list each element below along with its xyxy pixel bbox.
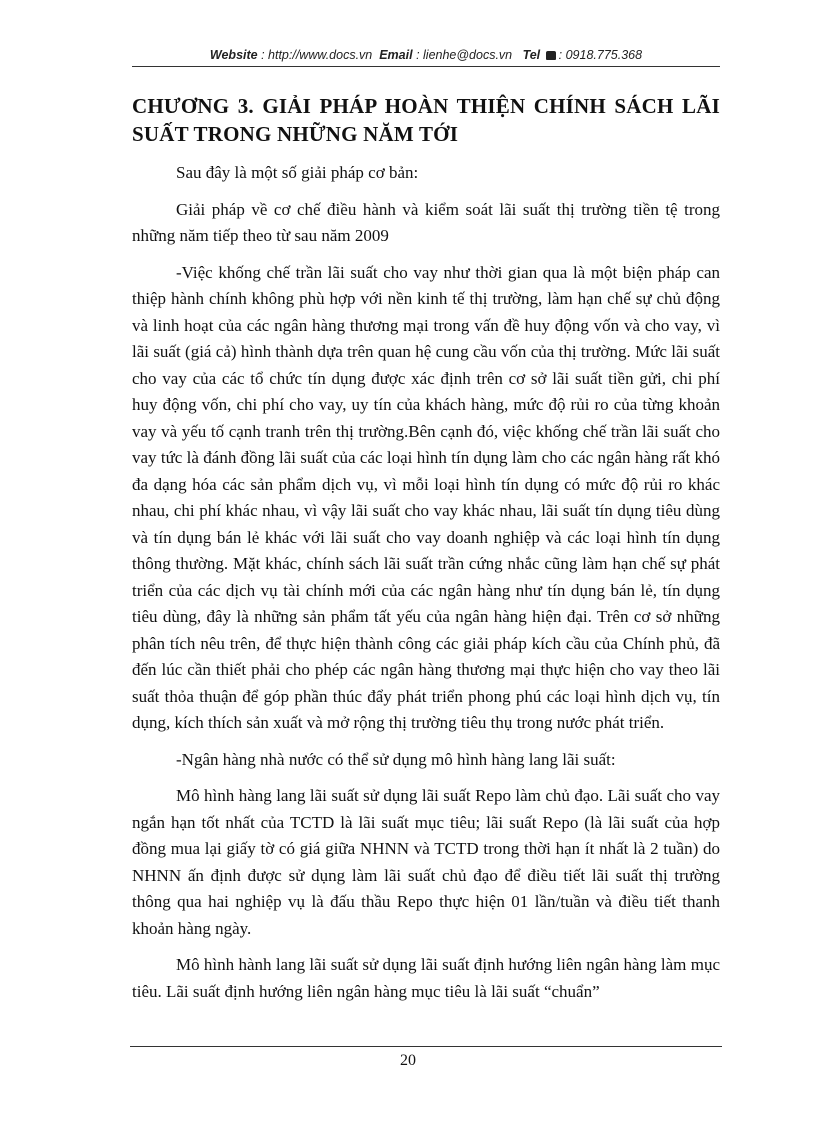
footer-divider bbox=[130, 1046, 722, 1047]
paragraph: -Ngân hàng nhà nước có thể sử dụng mô hình hàng lang lãi suất: bbox=[176, 749, 616, 769]
website-label: Website bbox=[209, 48, 258, 62]
page-content bbox=[132, 92, 720, 1015]
chapter-title: CHƯƠNG 3. GIẢI PHÁP HOÀN THIỆN CHÍNH SÁCH LÃI SUẤT TRONG NHỮNG NĂM TỚI bbox=[132, 94, 720, 146]
paragraph: -Việc khống chế trần lãi suất cho vay như thời gian qua là một biện pháp can thiệp hành chính không phù hợp với nền kinh tế thị trường, làm hạn chế sự chủ động và linh hoạt của các ngân hàng thương mại trong vấn đề huy động vốn và cho vay, vì lãi suất (giá cả) hình thành dựa trên quan hệ cung cầu vốn của thị trường. Mức lãi suất cho vay của các tổ chức tín dụng được xác định trên cơ sở lãi suất tiền gửi, chi phí huy động vốn, chi phí cho vay, uy tín của khách hàng, mức độ rủi ro của từng khoản vay và yếu tố cạnh tranh trên thị trường.Bên cạnh đó, việc khống chế trần lãi suất cho vay tức là đánh đồng lãi suất của các loại hình tín dụng làm cho các ngân hàng rất khó đa dạng hóa các sản phẩm dịch vụ, vì mỗi loại hình tín dụng có mức độ rủi ro khác nhau, chi phí khác nhau, vì vậy lãi suất cho vay khác nhau, lãi suất tín dụng tiêu dùng và tín dụng bán lẻ khác với lãi suất cho vay doanh nghiệp và các loại hình tín dụng thông thường. Mặt khác, chính sách lãi suất trần cứng nhắc cũng làm hạn chế sự phát triển của các dịch vụ tài chính mới của các ngân hàng như tín dụng bán lẻ, tín dụng tiêu dùng, đây là những sản phẩm tất yếu của ngân hàng hiện đại. Trên cơ sở những phân tích nêu trên, để thực hiện thành công các giải pháp kích cầu của Chính phủ, đã đến lúc cần thiết phải cho phép các ngân hàng thương mại thực hiện cho vay theo lãi suất thỏa thuận để góp phần thúc đẩy phát triển phong phú các loại hình dịch vụ, tín dụng, kích thích sản xuất và mở rộng thị trường tiêu thụ trong nước phát triển. bbox=[132, 262, 720, 732]
paragraph: Sau đây là một số giải pháp cơ bản: bbox=[176, 163, 419, 182]
paragraph: Mô hình hành lang lãi suất sử dụng lãi suất định hướng liên ngân hàng làm mục tiêu. Lãi suất định hướng liên ngân hàng mục tiêu là lãi suất “chuẩn” bbox=[132, 955, 720, 1001]
phone-icon bbox=[546, 51, 556, 60]
page-header bbox=[132, 48, 720, 67]
website-value[interactable]: : http://www.docs.vn bbox=[261, 48, 373, 62]
page-number: 20 bbox=[400, 1052, 416, 1069]
paragraph: Mô hình hàng lang lãi suất sử dụng lãi suất Repo làm chủ đạo. Lãi suất cho vay ngắn hạn tốt nhất của TCTD là lãi suất mục tiêu; lãi suất Repo (là lãi suất của hợp đồng mua lại giấy tờ có giá giữa NHNN và TCTD trong thời hạn ít nhất là 2 tuần) do NHNN ấn định được sử dụng làm lãi suất chủ đạo để điều tiết lãi suất thị trường thông qua hai nghiệp vụ là đấu thầu Repo thực hiện 01 lần/tuần và điều tiết thanh khoản hàng ngày. bbox=[132, 786, 720, 938]
paragraph: Giải pháp về cơ chế điều hành và kiểm soát lãi suất thị trường tiền tệ trong những năm tiếp theo từ sau năm 2009 bbox=[132, 199, 720, 245]
email-label: Email bbox=[379, 48, 413, 62]
tel-label: Tel bbox=[522, 48, 541, 62]
email-value[interactable]: : lienhe@docs.vn bbox=[416, 48, 513, 62]
tel-value: : 0918.775.368 bbox=[558, 48, 643, 62]
